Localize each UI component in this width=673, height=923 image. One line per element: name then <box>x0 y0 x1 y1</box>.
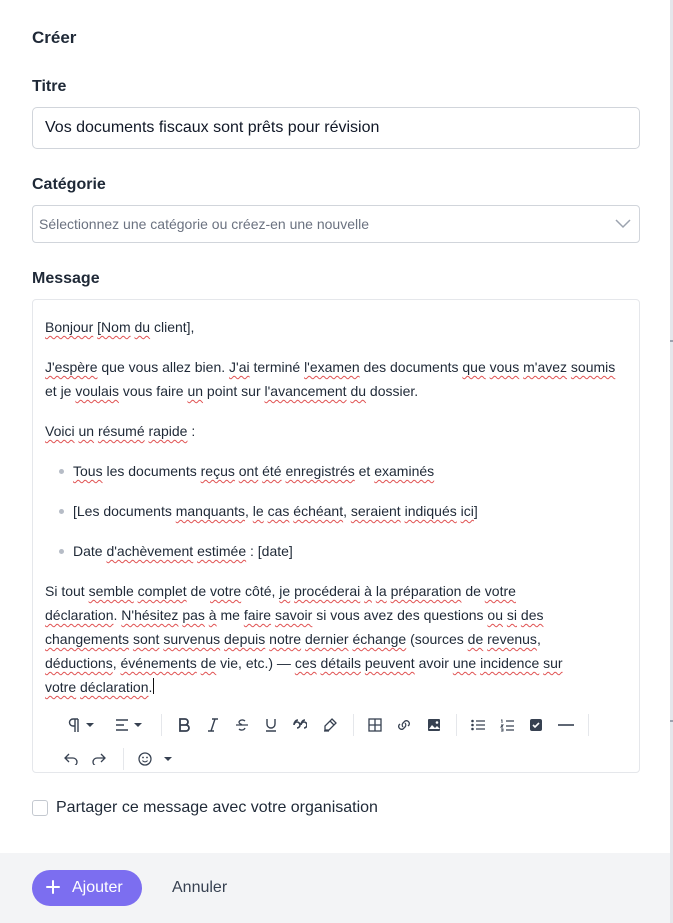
share-checkbox[interactable] <box>32 800 48 816</box>
category-placeholder: Sélectionnez une catégorie ou créez-en une nouvelle <box>39 216 370 232</box>
greeting-paragraph: Bonjour [Nom du client], <box>45 319 195 335</box>
title-label: Titre <box>32 78 67 95</box>
intro-paragraph: J'espère que vous allez bien. J'ai terminé l'examen des documents que vous m'avez soumis et je voulais vous faire un point sur l'avancement du dossier. <box>45 359 616 399</box>
footer-bar <box>0 853 670 923</box>
message-editor[interactable] <box>32 299 640 773</box>
panel-title: Créer <box>32 28 77 47</box>
list-item: [Les documents manquants, le cas échéant, seraient indiqués ici] <box>45 499 625 523</box>
editor-content[interactable] <box>45 315 625 715</box>
category-select[interactable] <box>32 205 640 243</box>
plus-icon <box>46 880 60 897</box>
paragraph-style-button[interactable] <box>65 714 97 736</box>
toolbar-divider <box>161 714 162 736</box>
toolbar-divider <box>588 714 589 736</box>
horizontal-rule-icon[interactable] <box>555 714 577 736</box>
list-item: Date d'achèvement estimée : [date] <box>45 539 625 563</box>
bullet-list-icon[interactable] <box>469 714 487 736</box>
category-label: Catégorie <box>32 176 106 193</box>
italic-icon[interactable] <box>204 714 222 736</box>
numbered-list-icon[interactable] <box>498 714 516 736</box>
toolbar-divider <box>123 748 124 770</box>
strikethrough-icon[interactable] <box>233 714 251 736</box>
underline-icon[interactable] <box>262 714 280 736</box>
toolbar-divider <box>456 714 457 736</box>
share-option <box>32 799 378 817</box>
emoji-button[interactable] <box>136 748 176 770</box>
bold-icon[interactable] <box>175 714 193 736</box>
title-input[interactable] <box>32 107 640 149</box>
toolbar-divider <box>353 714 354 736</box>
align-button[interactable] <box>113 714 145 736</box>
add-button-label: Ajouter <box>72 879 123 896</box>
cancel-button[interactable]: Annuler <box>172 870 227 906</box>
closing-paragraph: Si tout semble complet de votre côté, je procéderai à la préparation de votre déclaration. N'hésitez pas à me faire savoir si vous avez des questions ou si des changements sont survenus depuis notre dernier échange (sources de revenus, déductions, événements de vie, etc.) — ces détails peuvent avoir une incidence sur votre déclaration. <box>45 583 563 695</box>
summary-intro-paragraph: Voici un résumé rapide : <box>45 423 196 439</box>
editor-toolbar <box>33 710 639 772</box>
blockquote-icon[interactable] <box>291 714 309 736</box>
add-button[interactable] <box>32 870 142 906</box>
table-icon[interactable] <box>366 714 384 736</box>
summary-list <box>45 459 625 563</box>
chevron-down-icon <box>613 214 633 234</box>
image-icon[interactable] <box>425 714 443 736</box>
highlight-icon[interactable] <box>321 714 339 736</box>
list-item: Tous les documents reçus ont été enregistrés et examinés <box>45 459 625 483</box>
message-label: Message <box>32 270 100 287</box>
share-label[interactable]: Partager ce message avec votre organisation <box>56 799 378 816</box>
link-icon[interactable] <box>394 714 414 736</box>
redo-icon[interactable] <box>90 748 108 770</box>
undo-icon[interactable] <box>62 748 80 770</box>
task-list-icon[interactable] <box>527 714 545 736</box>
text-caret <box>153 678 154 694</box>
